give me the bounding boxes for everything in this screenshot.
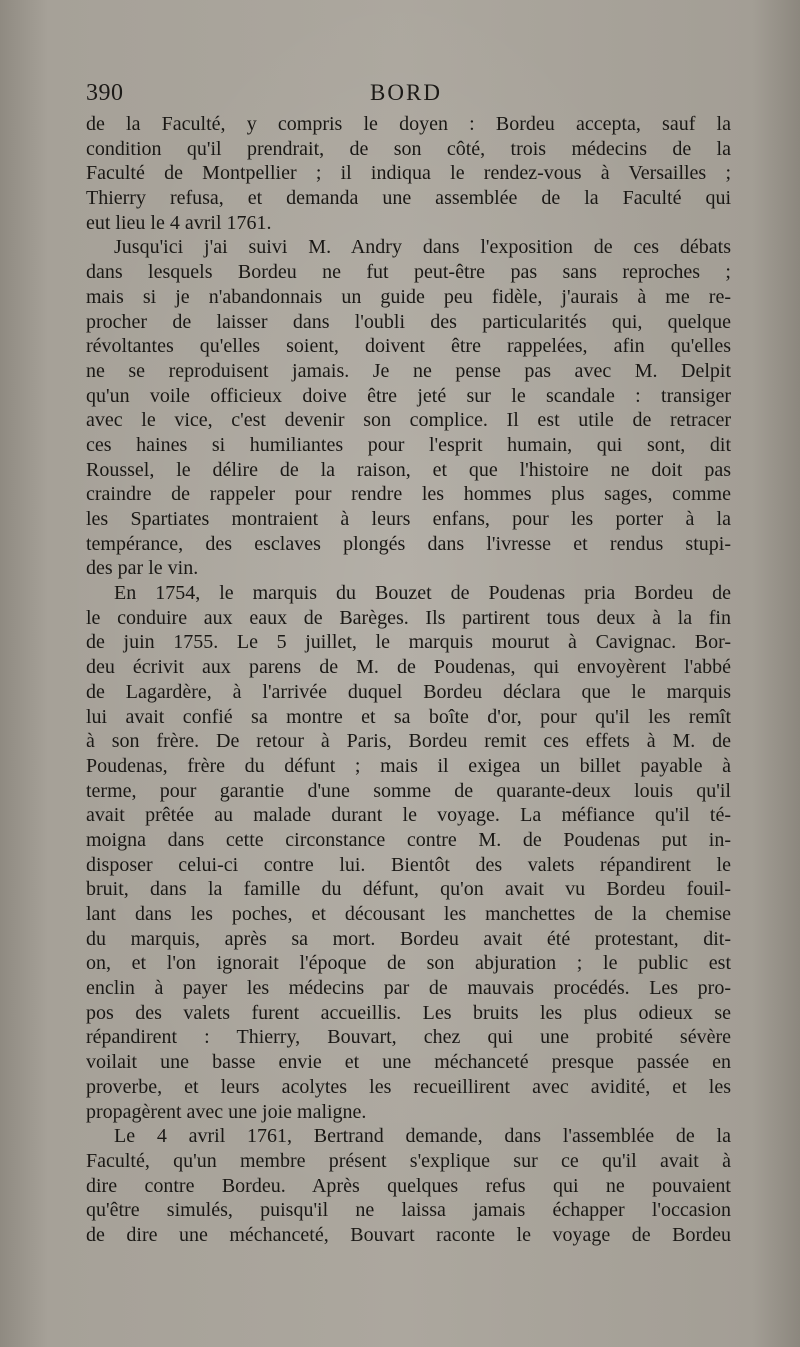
page-number: 390 [86,80,124,106]
text-line: Poudenas, frère du défunt ; mais il exigea un billet payable à [86,754,731,777]
running-head: BORD [370,80,442,105]
text-line: mais si je n'abandonnais un guide peu fidèle, j'aurais à me re- [86,285,731,308]
text-line: lui avait confié sa montre et sa boîte d'or, pour qu'il les remît [86,705,731,728]
text-line: pos des valets furent accueillis. Les bruits les plus odieux se [86,1001,731,1024]
text-line: du marquis, après sa mort. Bordeu avait été protestant, dit- [86,927,731,950]
text-line: terme, pour garantie d'une somme de quarante-deux louis qu'il [86,779,731,802]
text-line: craindre de rappeler pour rendre les hommes plus sages, comme [86,483,731,506]
text-line: ces haines si humiliantes pour l'esprit humain, qui sont, dit [86,433,731,456]
text-line: Roussel, le délire de la raison, et que l'histoire ne doit pas [86,458,731,481]
text-line: deu écrivit aux parens de M. de Poudenas, qui envoyèrent l'abbé [86,656,731,679]
text-line: répandirent : Thierry, Bouvart, chez qui une probité sévère [86,1026,731,1049]
text-line: révoltantes qu'elles soient, doivent être rappelées, afin qu'elles [86,335,731,358]
text-line: Le 4 avril 1761, Bertrand demande, dans l'assemblée de la [114,1125,731,1148]
text-line: moigna dans cette circonstance contre M. de Poudenas put in- [86,828,731,851]
text-line: procher de laisser dans l'oubli des particularités qui, quelque [86,310,731,333]
page-header [86,80,726,114]
text-line: le conduire aux eaux de Barèges. Ils partirent tous deux à la fin [86,606,731,629]
text-line: avec le vice, c'est devenir son complice. Il est utile de retracer [86,409,731,432]
body-text [86,112,731,1248]
text-line: voilait une basse envie et une méchanceté presque passée en [86,1051,731,1074]
text-line: disposer celui-ci contre lui. Bientôt des valets répandirent le [86,853,731,876]
text-line: tempérance, des esclaves plongés dans l'ivresse et rendus stupi- [86,532,731,555]
text-line: de Lagardère, à l'arrivée duquel Bordeu déclara que le marquis [86,680,731,703]
text-line: des par le vin. [86,557,199,580]
text-line: qu'être simulés, puisqu'il ne laissa jamais échapper l'occasion [86,1199,731,1222]
text-line: Faculté de Montpellier ; il indiqua le rendez-vous à Versailles ; [86,162,731,185]
text-line: lant dans les poches, et décousant les manchettes de la chemise [86,903,731,925]
text-line: Jusqu'ici j'ai suivi M. Andry dans l'exposition de ces débats [114,236,731,259]
text-line: enclin à payer les médecins par de mauvais procédés. Les pro- [86,977,731,1000]
text-line: de juin 1755. Le 5 juillet, le marquis mourut à Cavignac. Bor- [86,631,731,654]
text-line: ne se reproduisent jamais. Je ne pense pas avec M. Delpit [86,359,731,382]
text-line: qu'un voile officieux doive être jeté sur le scandale : transiger [86,384,731,407]
text-line: de dire une méchanceté, Bouvart raconte le voyage de Bordeu [86,1223,731,1246]
text-line: bruit, dans la famille du défunt, qu'on avait vu Bordeu fouil- [86,878,731,901]
text-line: Thierry refusa, et demanda une assemblée de la Faculté qui [86,187,731,210]
text-line: proverbe, et leurs acolytes les recueillirent avec avidité, et les [86,1075,731,1098]
text-line: on, et l'on ignorait l'époque de son abjuration ; le public est [86,952,731,975]
text-line: à son frère. De retour à Paris, Bordeu remit ces effets à M. de [86,730,731,753]
text-line: condition qu'il prendrait, de son côté, trois médecins de la [86,137,731,160]
text-line: propagèrent avec une joie maligne. [86,1100,367,1123]
text-line: En 1754, le marquis du Bouzet de Poudenas pria Bordeu de [114,582,731,605]
text-line: de la Faculté, y compris le doyen : Bordeu accepta, sauf la [86,113,731,135]
text-line: Faculté, qu'un membre présent s'explique sur ce qu'il avait à [86,1149,731,1172]
text-line: avait prêtée au malade durant le voyage. La méfiance qu'il té- [86,804,731,827]
text-line: dire contre Bordeu. Après quelques refus qui ne pouvaient [86,1174,731,1197]
text-line: eut lieu le 4 avril 1761. [86,211,272,234]
text-line: les Spartiates montraient à leurs enfans, pour les porter à la [86,508,731,530]
text-line: dans lesquels Bordeu ne fut peut-être pas sans reproches ; [86,261,731,284]
